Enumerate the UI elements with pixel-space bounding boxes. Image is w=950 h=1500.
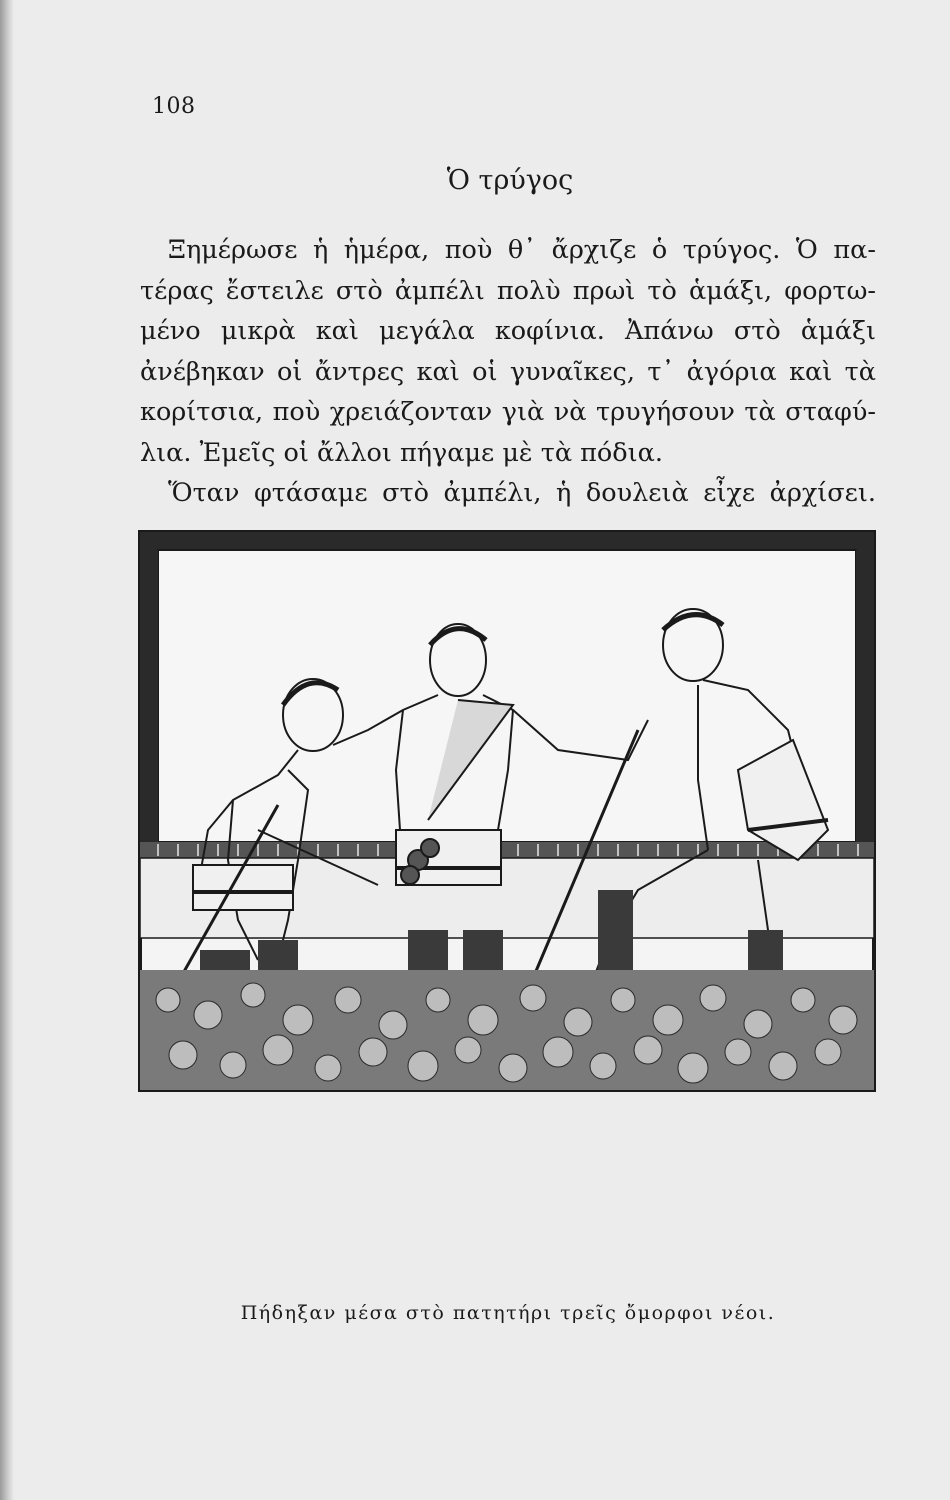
chapter-title: Ὁ τρύγος bbox=[446, 165, 574, 196]
body-line: μένο μικρὰ καὶ μεγάλα κοφίνια. Ἀπάνω στὸ ἁμάξι bbox=[140, 316, 876, 346]
grape-treading-illustration bbox=[138, 530, 876, 1092]
body-line: τέρας ἔστειλε στὸ ἀμπέλι πολὺ πρωὶ τὸ ἁμάξι, φορτω- bbox=[140, 275, 876, 306]
body-line: Ξημέρωσε ἡ ἡμέρα, ποὺ θ᾿ ἄρχιζε ὁ τρύγος. Ὁ πα- bbox=[168, 235, 876, 265]
body-line: κορίτσια, ποὺ χρειάζονταν γιὰ νὰ τρυγήσουν τὰ σταφύ- bbox=[140, 397, 876, 427]
page-edge-shadow bbox=[0, 0, 14, 1500]
illustration-caption: Πήδηξαν μέσα στὸ πατητήρι τρεῖς ὄμορφοι νέοι. bbox=[240, 1302, 776, 1324]
right-pillar bbox=[856, 550, 874, 850]
body-line: Ὅταν φτάσαμε στὸ ἀμπέλι, ἡ δουλειὰ εἶχε ἀρχίσει. bbox=[168, 478, 876, 508]
illustration-top-band bbox=[140, 532, 874, 550]
body-line: λια. Ἐμεῖς οἱ ἄλλοι πήγαμε μὲ τὰ πόδια. bbox=[140, 437, 663, 468]
left-pillar bbox=[140, 550, 158, 850]
body-line: ἀνέβηκαν οἱ ἄντρες καὶ οἱ γυναῖκες, τ᾿ ἀγόρια καὶ τὰ bbox=[140, 356, 876, 387]
page-number: 108 bbox=[152, 94, 196, 119]
body-paragraph bbox=[140, 230, 876, 514]
